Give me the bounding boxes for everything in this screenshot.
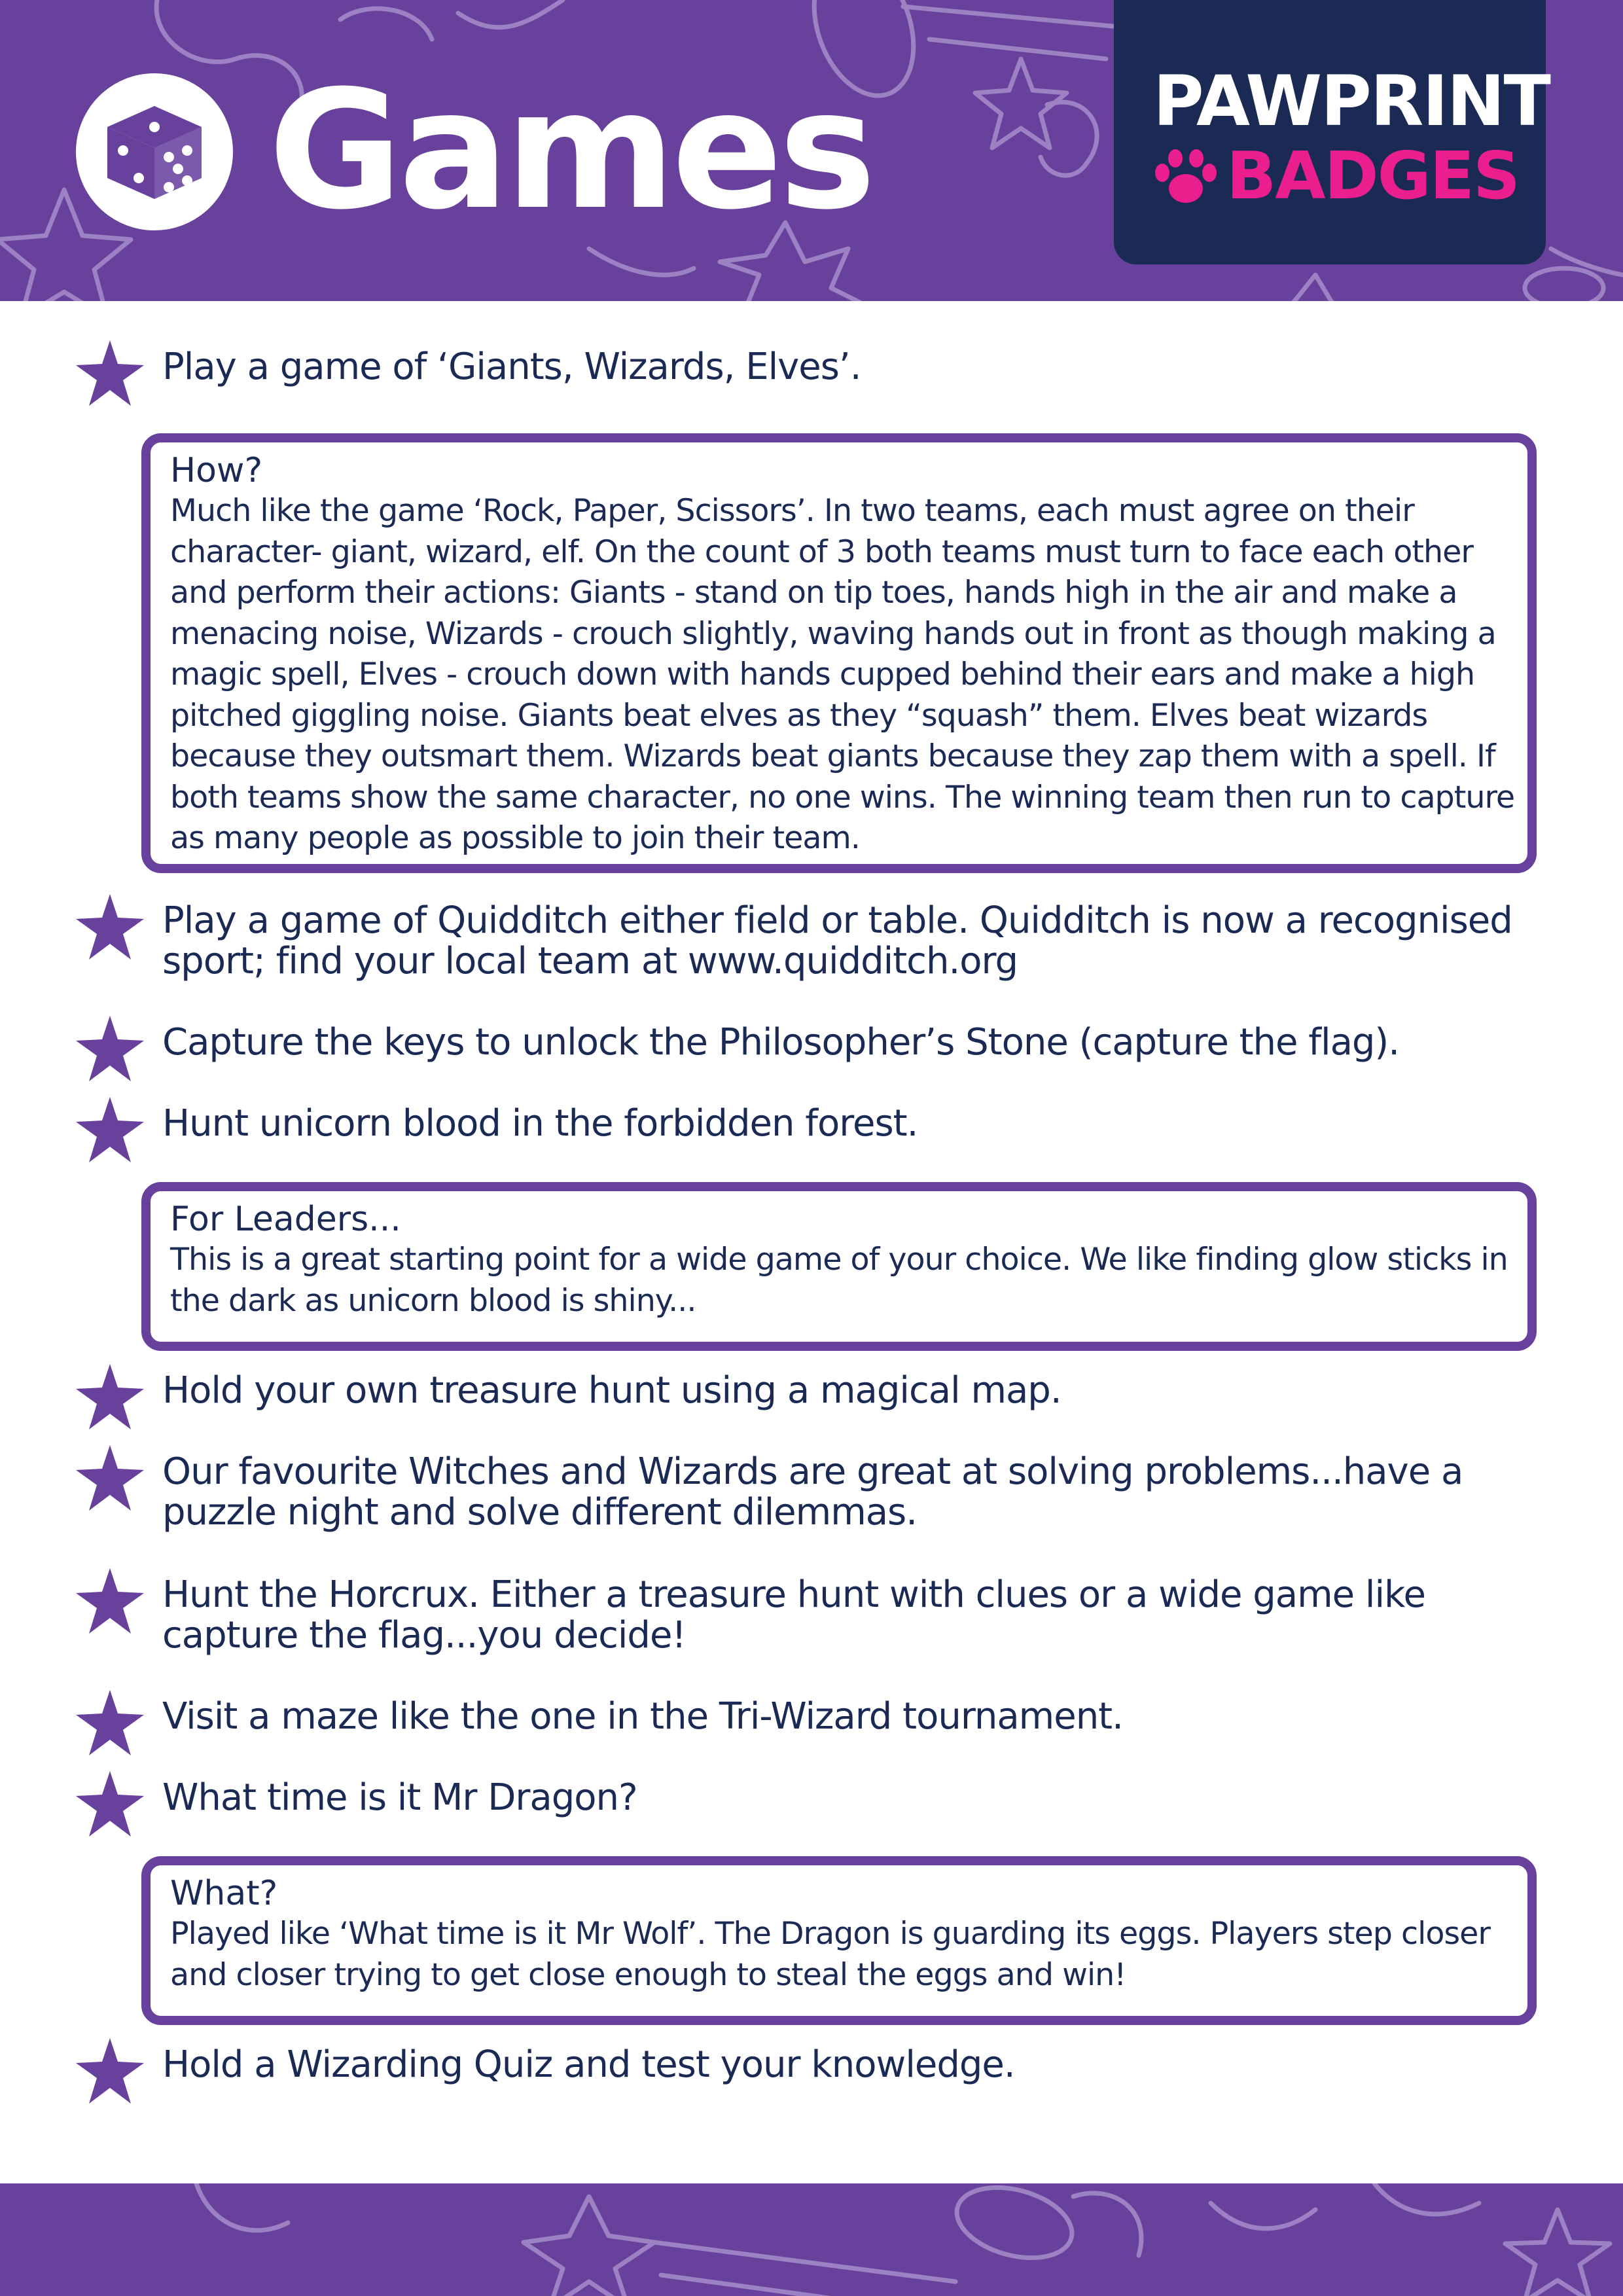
list-item-text: Capture the keys to unlock the Philosopher’s Stone (capture the flag). bbox=[162, 1021, 1400, 1064]
logo-text-top: PAWPRINT bbox=[1153, 61, 1550, 141]
list-item-text: Play a game of ‘Giants, Wizards, Elves’. bbox=[162, 346, 861, 388]
paw-icon bbox=[1153, 149, 1219, 206]
star-icon bbox=[76, 1016, 144, 1081]
page-title: Games bbox=[268, 55, 872, 245]
star-icon bbox=[76, 1568, 144, 1634]
list-item-text: Play a game of Quidditch either field or table. Quidditch is now a recognised sport; find your local team at www.quidditch.org bbox=[162, 899, 1512, 982]
pawprint-badges-logo bbox=[1114, 0, 1550, 264]
info-box-heading: How? bbox=[170, 451, 263, 490]
info-box-body: Played like ‘What time is it Mr Wolf’. The Dragon is guarding its eggs. Players step closer and closer trying to get close enough to steal the eggs and win! bbox=[170, 1916, 1490, 1993]
info-box bbox=[141, 1856, 1537, 2025]
info-box-heading: For Leaders... bbox=[170, 1200, 401, 1239]
star-icon bbox=[76, 1445, 144, 1511]
list-item-text: Visit a maze like the one in the Tri-Wizard tournament. bbox=[162, 1695, 1123, 1738]
logo-text-bottom: BADGES bbox=[1226, 137, 1520, 214]
info-box bbox=[141, 1182, 1537, 1351]
footer-banner bbox=[0, 2183, 1623, 2296]
info-box-heading: What? bbox=[170, 1874, 278, 1913]
list-item-text: Hunt the Horcrux. Either a treasure hunt with clues or a wide game like capture the flag...you decide! bbox=[162, 1573, 1425, 1657]
list-item-text: Hold your own treasure hunt using a magical map. bbox=[162, 1369, 1061, 1412]
list-item-text: Our favourite Witches and Wizards are great at solving problems...have a puzzle night and solve different dilemmas. bbox=[162, 1450, 1463, 1534]
logo-bottom-row bbox=[1153, 137, 1520, 214]
star-icon bbox=[76, 1097, 144, 1162]
dice-icon bbox=[103, 101, 205, 203]
star-icon bbox=[76, 1771, 144, 1837]
info-box-body: This is a great starting point for a wide game of your choice. We like finding glow sticks in the dark as unicorn blood is shiny... bbox=[170, 1242, 1508, 1319]
info-box-body: Much like the game ‘Rock, Paper, Scissors’. In two teams, each must agree on their character- giant, wizard, elf. On the count of 3 both teams must turn to face each other and perform their actions: Giants - stand on tip toes, hands high in the air and make a menacing noise, Wizards - crouch slightly, waving hands out in front as though making a magic spell, Elves - crouch down with hands cupped behind their ears and make a high pitched giggling noise. Giants beat elves as they “squash” them. Elves beat wizards because they outsmart them. Wizards beat giants because they zap them with a spell. If both teams show the same character, no one wins. The winning team then run to capture as many people as possible to join their team. bbox=[170, 493, 1515, 856]
star-icon bbox=[76, 2038, 144, 2104]
list-item-text: Hunt unicorn blood in the forbidden forest. bbox=[162, 1102, 918, 1145]
list-item-text: What time is it Mr Dragon? bbox=[162, 1776, 637, 1819]
list-item-text: Hold a Wizarding Quiz and test your knowledge. bbox=[162, 2043, 1015, 2086]
dice-badge bbox=[76, 73, 233, 230]
info-box bbox=[141, 433, 1537, 873]
magic-doodles-decoration bbox=[0, 2183, 1623, 2296]
star-icon bbox=[76, 1364, 144, 1429]
star-icon bbox=[76, 340, 144, 406]
star-icon bbox=[76, 1690, 144, 1755]
star-icon bbox=[76, 894, 144, 960]
header-banner bbox=[0, 0, 1623, 301]
